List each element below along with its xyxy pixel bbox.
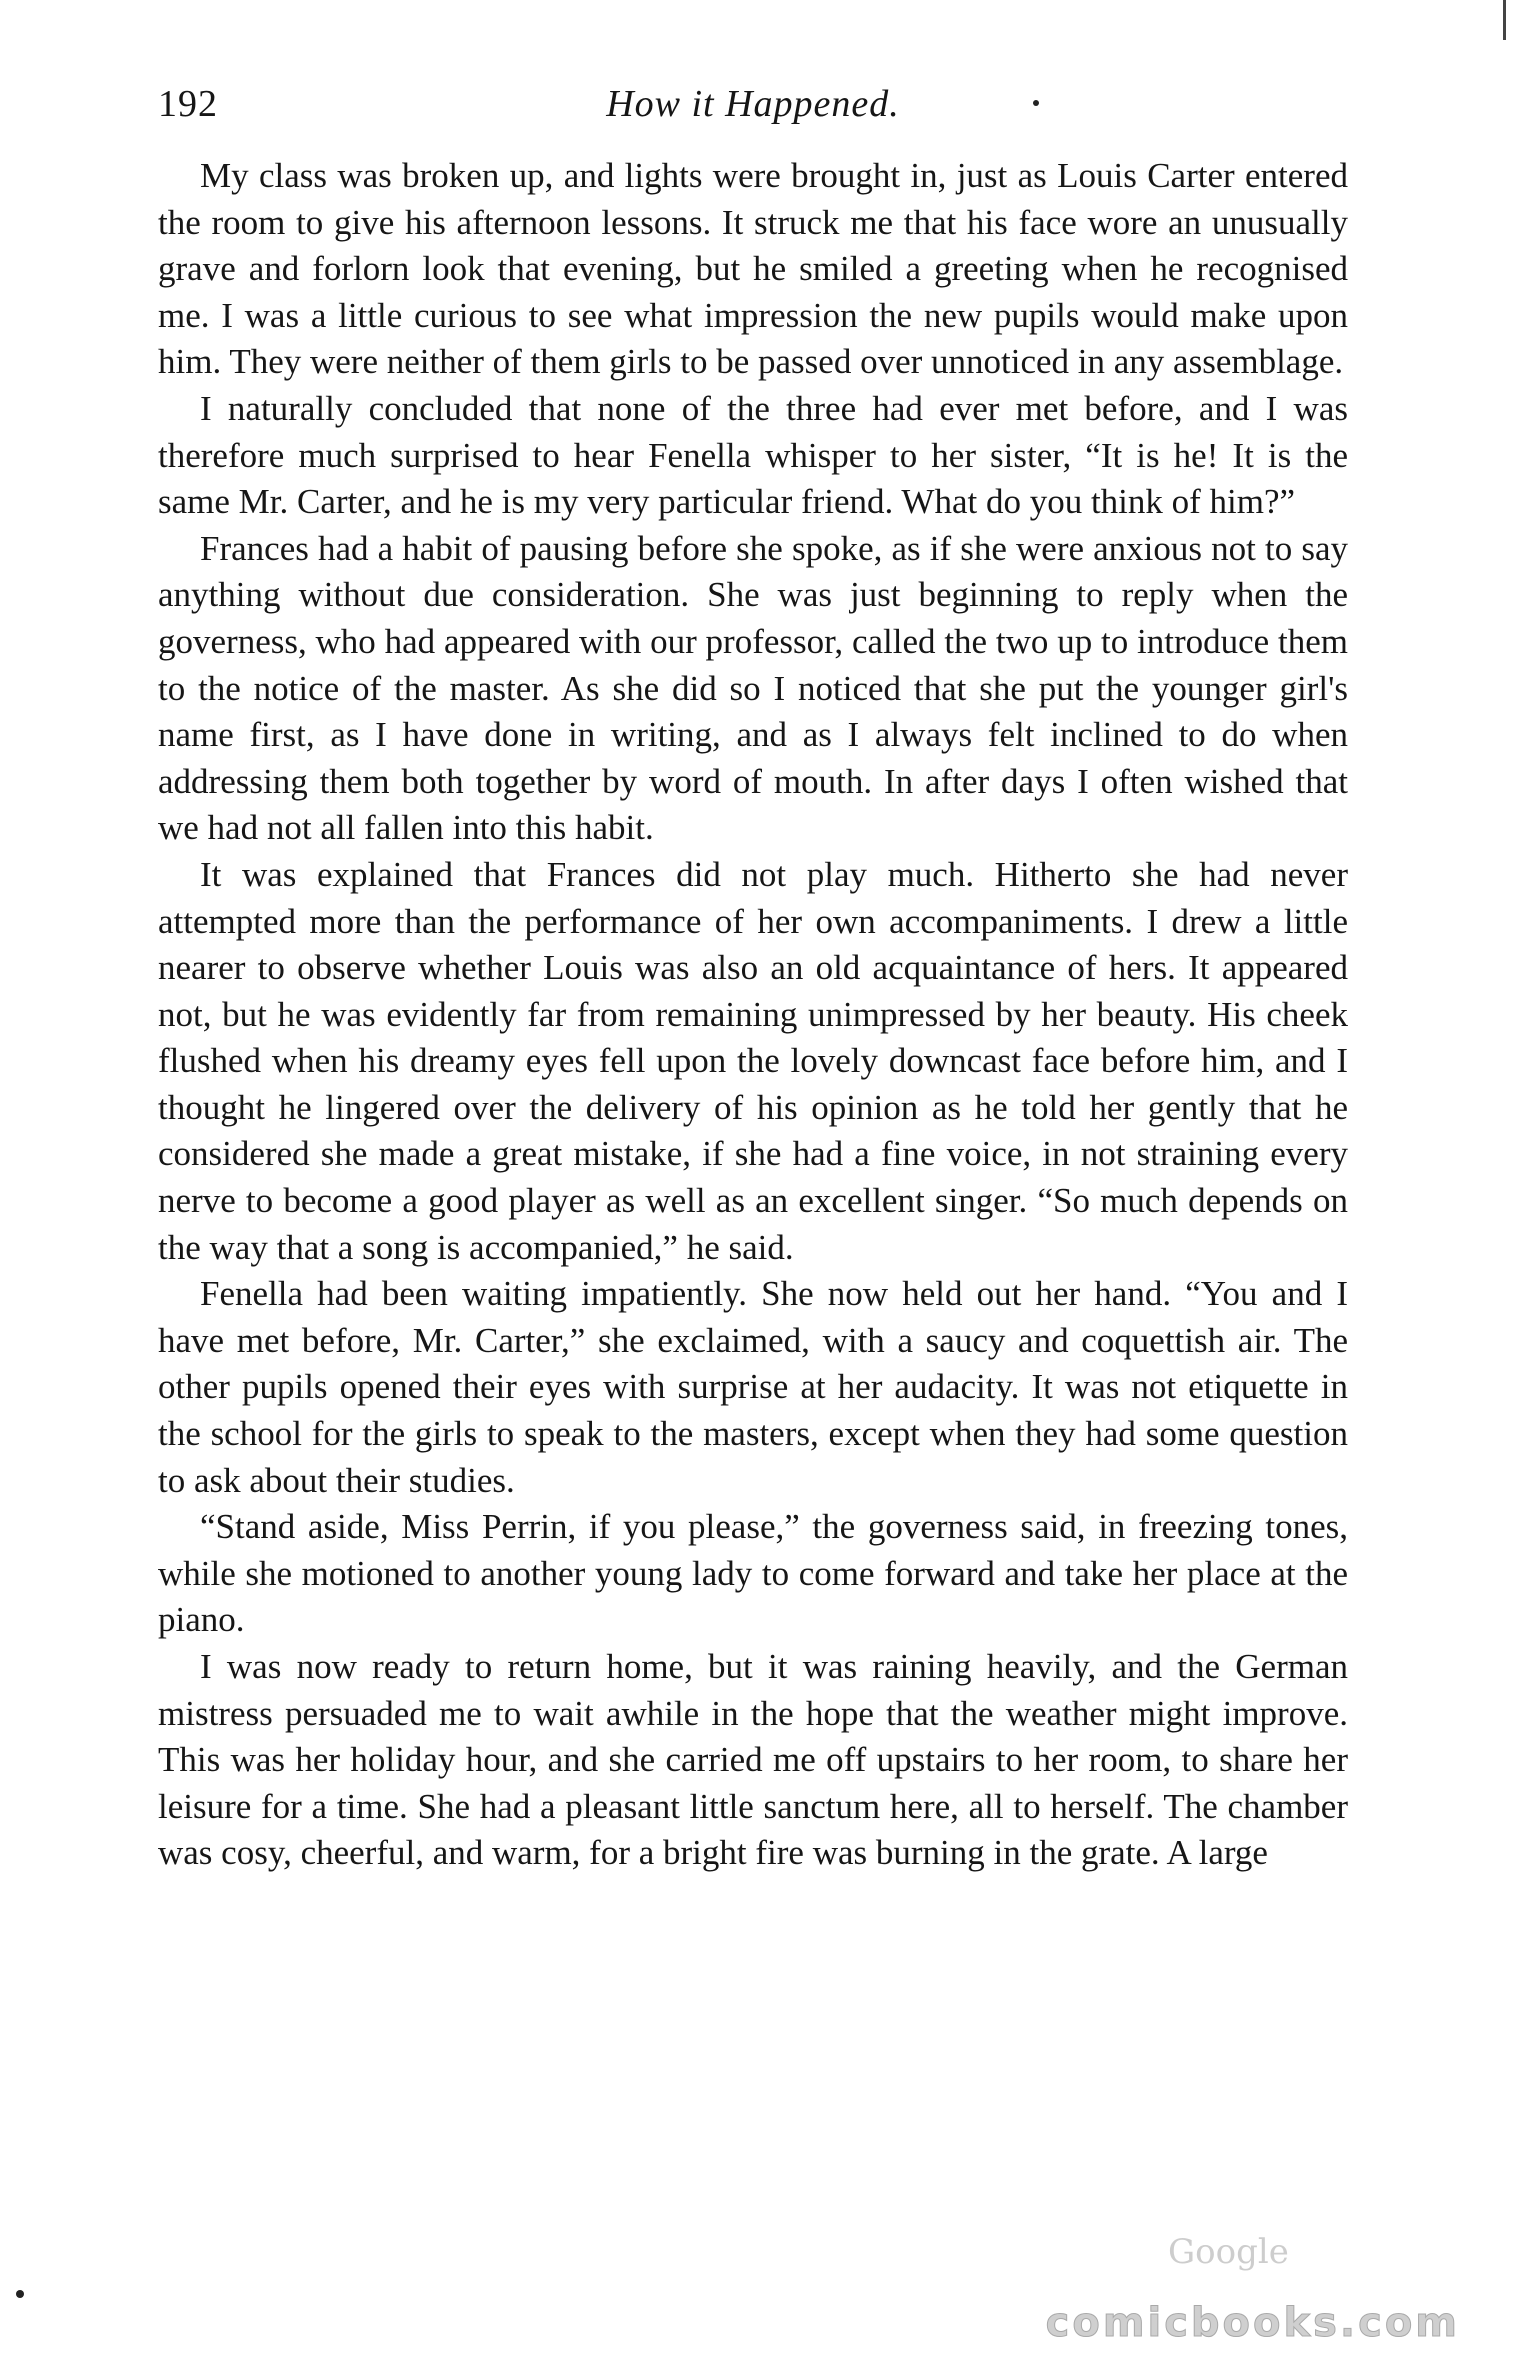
scan-speck [16, 2290, 24, 2298]
site-watermark: comicbooks.com [1045, 2300, 1460, 2346]
paragraph: “Stand aside, Miss Perrin, if you please,” the governess said, in freezing tones, while she motioned to another young lady to come forward and take her place at the piano. [158, 1507, 1348, 1640]
paragraph: Frances had a habit of pausing before she spoke, as if she were anxious not to say anything without due consideration. She was just beginning to reply when the governess, who had appeared with our professor, called the two up to introduce them to the notice of the master. As she did so I noticed that she put the younger girl's name first, as I have done in writing, and as I always felt inclined to do when addressing them both together by word of mouth. In after days I often wished that we had not all fallen into this habit. [158, 528, 1348, 848]
body-text [158, 153, 1348, 1877]
scan-edge-line [1503, 0, 1506, 40]
page-number: 192 [158, 83, 218, 125]
paragraph: Fenella had been waiting impatiently. She now held out her hand. “You and I have met before, Mr. Carter,” she exclaimed, with a saucy and coquettish air. The other pupils opened their eyes with surprise at her audacity. It was not etiquette in the school for the girls to speak to the masters, except when they had some question to ask about their studies. [158, 1274, 1348, 1500]
running-head: How it Happened. [606, 83, 900, 125]
page-header [158, 82, 1348, 142]
paragraph: I naturally concluded that none of the three had ever met before, and I was therefore much surprised to hear Fenella whisper to her sister, “It is he! It is the same Mr. Carter, and he is my very particular friend. What do you think of him?” [158, 388, 1348, 522]
paragraph: I was now ready to return home, but it was raining heavily, and the German mistress persuaded me to wait awhile in the hope that the weather might improve. This was her holiday hour, and she carried me off upstairs to her room, to share her leisure for a time. She had a pleasant little sanctum here, all to herself. The chamber was cosy, cheerful, and warm, for a bright fire was burning in the grate. A large [158, 1647, 1348, 1873]
paragraph: My class was broken up, and lights were brought in, just as Louis Carter entered the room to give his afternoon lessons. It struck me that his face wore an unusually grave and forlorn look that evening, but he smiled a greeting when he recognised me. I was a little curious to see what impression the new pupils would make upon him. They were neither of them girls to be passed over unnoticed in any assemblage. [158, 156, 1348, 382]
paragraph: It was explained that Frances did not play much. Hitherto she had never attempted more than the performance of her own accompaniments. I drew a little nearer to observe whether Louis was also an old acquaintance of hers. It appeared not, but he was evidently far from remaining unimpressed by her beauty. His cheek flushed when his dreamy eyes fell upon the lovely downcast face before him, and I thought he lingered over the delivery of his opinion as he told her gently that he considered she made a great mistake, if she had a fine voice, in not straining every nerve to become a good player as well as an excellent singer. “So much depends on the way that a song is accompanied,” he said. [158, 854, 1348, 1267]
google-stamp: Google [1168, 2232, 1289, 2272]
